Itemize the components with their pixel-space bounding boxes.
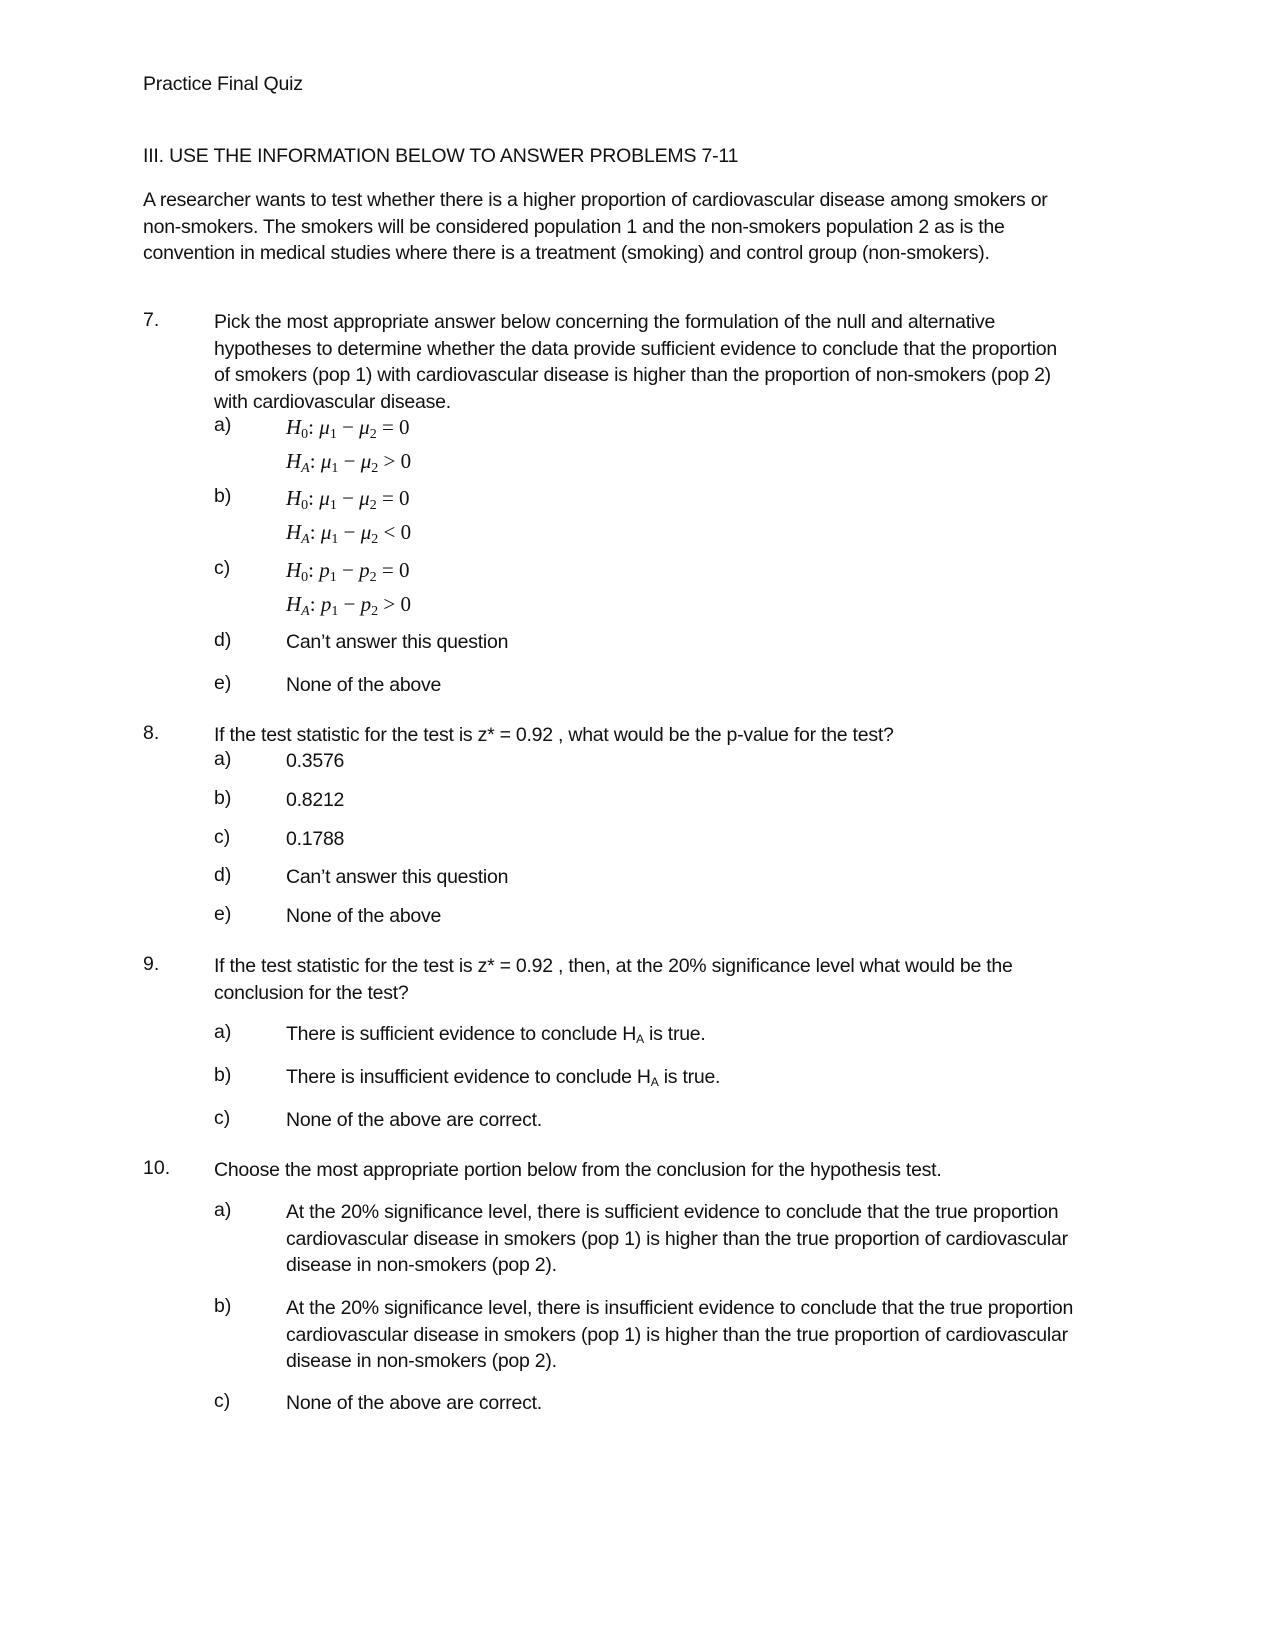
option-label: c)	[214, 826, 231, 848]
hypotheses-formula: $H_0$: $\mu_1 - \mu_2 = 0$ $H_A$: $\mu_1 - \mu_2 > 0$	[286, 415, 412, 476]
question-text: If the test statistic for the test is z* = 0.92 , what would be the p-value for the test?	[214, 724, 894, 746]
option-text-main: There is sufficient evidence to conclude H	[286, 1023, 637, 1045]
option-text-end: is true.	[643, 1023, 706, 1045]
option-text: Can’t answer this question	[286, 631, 509, 653]
option-label: d)	[214, 864, 232, 886]
option-label: b)	[214, 485, 232, 507]
option-label: c)	[214, 557, 231, 579]
option-text	[286, 1021, 1076, 1053]
option-label: b)	[214, 1295, 232, 1317]
option-text: 0.8212	[286, 789, 345, 811]
question-number: 10.	[143, 1157, 171, 1179]
question-text: If the test statistic for the test is z* = 0.92 , then, at the 20% significance level what would be the conclusion for the test?	[214, 955, 1013, 1004]
subscript: A	[650, 1075, 659, 1089]
option-label: a)	[214, 1021, 232, 1043]
question-number: 8.	[143, 722, 160, 744]
option-text: Can’t answer this question	[286, 866, 509, 888]
option-label: a)	[214, 1199, 232, 1221]
question-text: Choose the most appropriate portion below from the conclusion for the hypothesis test.	[214, 1159, 942, 1181]
option-text: 0.1788	[286, 828, 345, 850]
option-text: At the 20% significance level, there is insufficient evidence to conclude that the true proportion cardiovascular disease in smokers (pop 1) is higher than the true proportion of cardiovascular disease in non-smokers (pop 2).	[286, 1297, 1074, 1372]
subscript: A	[636, 1032, 644, 1046]
option-label: a)	[214, 748, 232, 770]
option-text: None of the above	[286, 905, 442, 927]
question-number: 7.	[143, 309, 160, 331]
option-text: None of the above are correct.	[286, 1109, 542, 1131]
option-label: c)	[214, 1107, 231, 1129]
option-text: None of the above	[286, 674, 442, 696]
option-label: e)	[214, 672, 232, 694]
question-number: 9.	[143, 953, 160, 975]
option-label: d)	[214, 629, 232, 651]
page-header: Practice Final Quiz	[143, 73, 303, 95]
option-text: At the 20% significance level, there is sufficient evidence to conclude that the true proportion cardiovascular disease in smokers (pop 1) is higher than the true proportion of cardiovascular disease in non-smokers (pop 2).	[286, 1201, 1068, 1276]
option-label: a)	[214, 414, 232, 436]
option-label: b)	[214, 1064, 232, 1086]
section-title: III. USE THE INFORMATION BELOW TO ANSWER PROBLEMS 7-11	[143, 145, 739, 167]
option-text-main: There is insufficient evidence to conclude H	[286, 1066, 651, 1088]
option-text	[286, 1064, 1076, 1096]
option-label: c)	[214, 1390, 231, 1412]
section-intro: A researcher wants to test whether there is a higher proportion of cardiovascular disease among smokers or non-smokers. The smokers will be considered population 1 and the non-smokers population 2 as is the convention in medical studies where there is a treatment (smoking) and control group (non-smokers).	[143, 189, 1048, 264]
option-text: None of the above are correct.	[286, 1392, 542, 1414]
option-text: 0.3576	[286, 750, 345, 772]
hypotheses-formula: $H_0$: $p_1 - p_2 = 0$ $H_A$: $p_1 - p_2 > 0$	[286, 558, 412, 619]
option-text-end: is true.	[658, 1066, 721, 1088]
option-label: e)	[214, 903, 232, 925]
hypotheses-formula: $H_0$: $\mu_1 - \mu_2 = 0$ $H_A$: $\mu_1 - \mu_2 < 0$	[286, 486, 412, 547]
option-label: b)	[214, 787, 232, 809]
question-text: Pick the most appropriate answer below concerning the formulation of the null and alternative hypotheses to determine whether the data provide sufficient evidence to conclude that the proportion of smokers (pop 1) with cardiovascular disease is higher than the proportion of non-smokers (pop 2) with cardiovascular disease.	[214, 311, 1057, 413]
